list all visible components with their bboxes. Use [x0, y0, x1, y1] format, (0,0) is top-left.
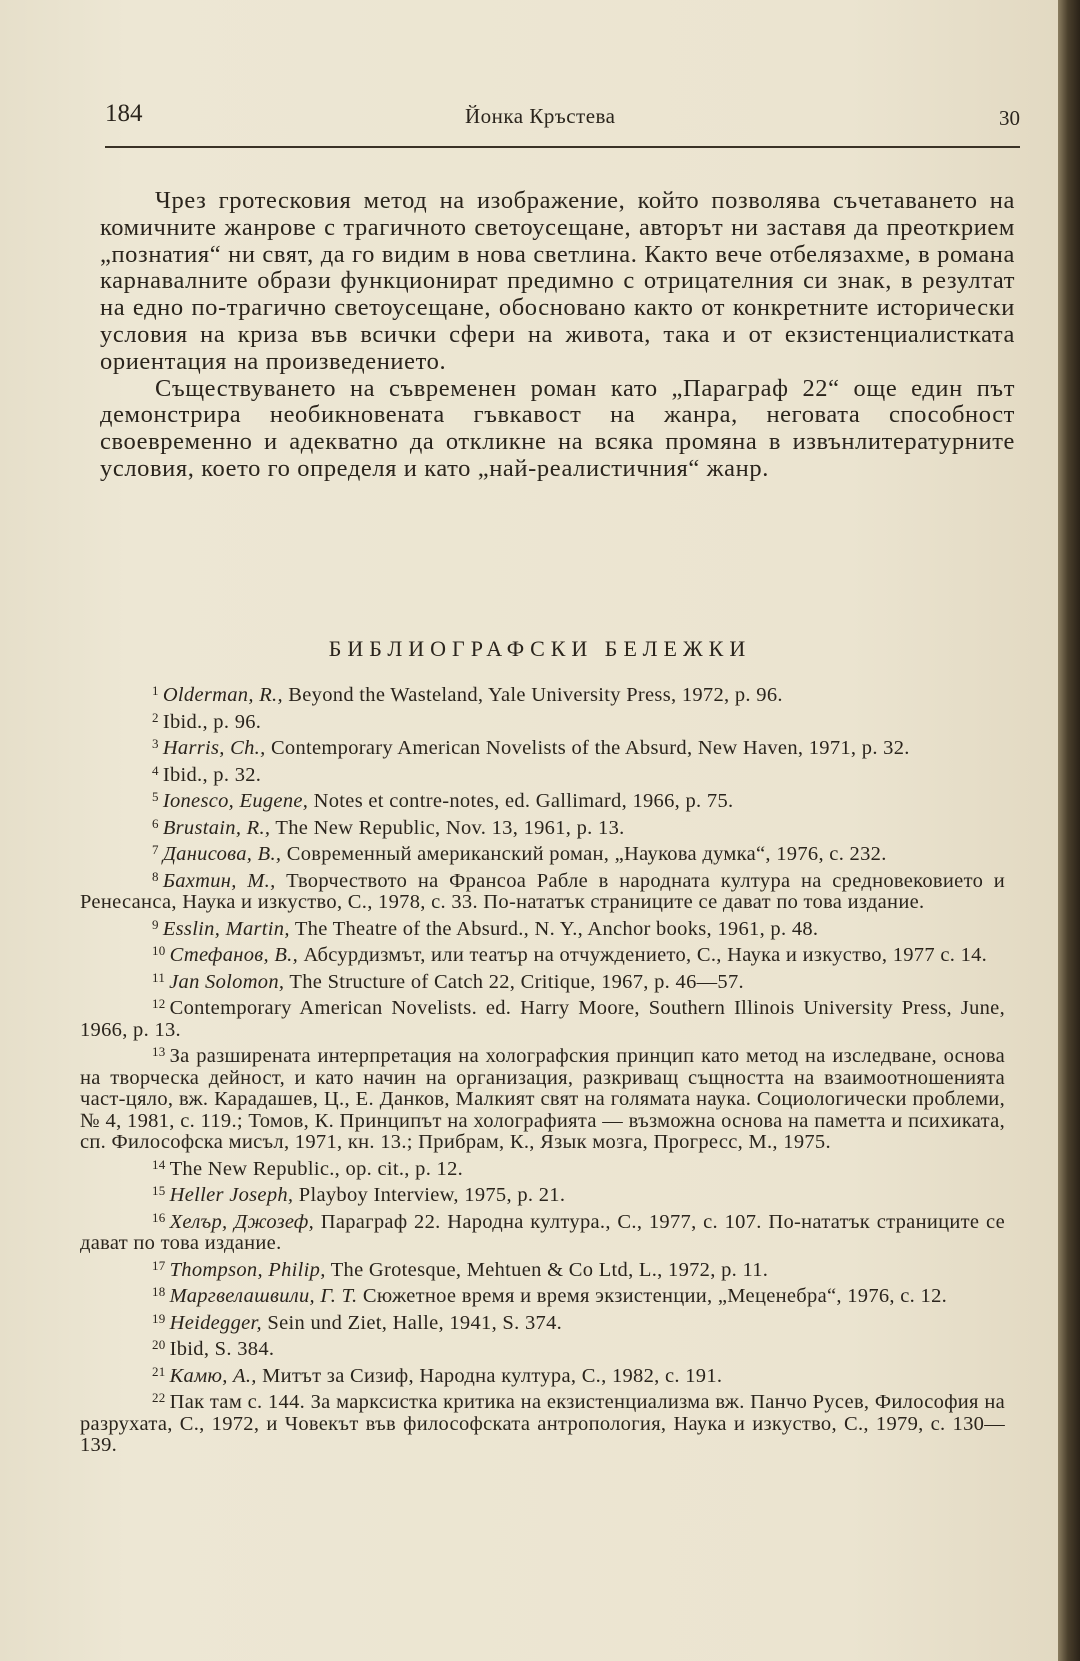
note — [80, 680, 1005, 707]
note-text: Митът за Сизиф, Народна култура, С., 1982, с. 191. — [256, 1364, 723, 1387]
note — [80, 733, 1005, 760]
page-header — [105, 100, 1020, 140]
note — [80, 1281, 1005, 1308]
note — [80, 1308, 1005, 1335]
note-number: 11 — [152, 969, 166, 985]
note-author: Esslin, Martin, — [162, 917, 290, 940]
note-number: 6 — [152, 815, 159, 831]
note — [80, 1361, 1005, 1388]
note-text: Ibid., p. 32. — [162, 763, 262, 786]
note — [80, 914, 1005, 941]
note — [80, 940, 1005, 967]
body-text — [100, 188, 1015, 483]
note — [80, 1207, 1005, 1255]
paragraph: Чрез гротесковия метод на изображение, който позволява съчетаването на комичните жанрове с трагичното светоусещане, авторът ни заставя да преоткрием „познатия“ ни свят, да го видим в нова светлина. Както вече отбелязахме, в романа карнавалните образи функционират предимно с отрицателния си знак, в резултат на едно по-трагично светоусещане, обосновано както от конкретните исторически условия на криза във всички сфери на живота, така и от екзистенциалистката ориентация на произведението. — [100, 187, 1015, 375]
note-author: Olderman, R., — [162, 684, 283, 706]
note-text: The Theatre of the Absurd., N. Y., Anchor books, 1961, p. 48. — [289, 917, 819, 940]
note — [80, 1334, 1005, 1361]
note — [80, 866, 1005, 914]
bibliography-heading: БИБЛИОГРАФСКИ БЕЛЕЖКИ — [328, 636, 752, 661]
note-author: Jan Solomon, — [169, 970, 285, 993]
note — [80, 993, 1005, 1041]
note-text: За разширената интерпретация на холографския принцип като метод на изследване, основа на творческа дейност, и като начин на организация, разкриващ същността на взаимоотношенията част-цяло, вж. Карадашев, Ц., Е. Данков, Малкият свят на голямата наука. Социологически проблеми, № 4, 1981, с. 119.; Томов, К. Принципът на холографията — възможна основа на паметта и психиката, сп. Философска мисъл, 1971, кн. 13.; Прибрам, К., Язык мозга, Прогресс, М., 1975. — [80, 1045, 1005, 1153]
note-text: Сюжетное время и время экзистенции, „Меценебра“, 1976, с. 12. — [357, 1285, 948, 1307]
note-text: Sein und Ziet, Halle, 1941, S. 374. — [262, 1311, 563, 1334]
note-author: Маргвелашвили, Г. Т. — [169, 1285, 358, 1307]
note-number: 9 — [152, 916, 159, 932]
note-text: Ibid, S. 384. — [169, 1338, 275, 1360]
note-text: Творчеството на Франсоа Рабле в народната култура на средновековието и Ренесанса, Наука и изкуство, С., 1978, с. 33. По-нататък страниците се дават по това издание. — [80, 869, 1006, 913]
note-number: 12 — [152, 996, 166, 1011]
note — [80, 786, 1005, 813]
note-author: Данисова, В., — [162, 843, 282, 865]
note-text: Contemporary American Novelists of the Absurd, New Haven, 1971, p. 32. — [265, 737, 910, 759]
note-text: Beyond the Wasteland, Yale University Press, 1972, p. 96. — [282, 684, 783, 706]
paragraph: Съществуването на съвременен роман като „Параграф 22“ още един път демонстрира необикновената гъвкавост на жанра, неговата способност своевременно и адекватно да откликне на всяка промяна в извънлитературните условия, което го определя и като „най-реалистичния“ жанр. — [100, 374, 1015, 482]
note — [80, 1255, 1005, 1282]
note-text: Пак там с. 144. За марксистка критика на екзистенциализма вж. Панчо Русев, Философия на разрухата, С., 1972, и Човекът във философската антропология, Наука и изкуство, С., 1979, с. 130—139. — [80, 1391, 1005, 1456]
bibliography-notes — [80, 680, 1005, 1457]
note-text: The New Republic, Nov. 13, 1961, p. 13. — [270, 816, 625, 839]
note-author: Harris, Ch., — [162, 737, 266, 759]
note-number: 19 — [152, 1310, 166, 1326]
note-author: Хелър, Джозеф, — [169, 1210, 315, 1233]
note-text: Параграф 22. Народна култура., С., 1977, с. 107. По-нататък страниците се дават по това издание. — [80, 1210, 1005, 1254]
note-number: 7 — [152, 842, 159, 857]
note — [80, 839, 1005, 866]
note-text: The Grotesque, Mehtuen & Co Ltd, L., 1972, p. 11. — [325, 1258, 769, 1281]
note-number: 15 — [152, 1183, 166, 1198]
note-text: Ibid., p. 96. — [162, 710, 262, 733]
note — [80, 813, 1005, 840]
note-number: 5 — [152, 789, 159, 804]
note-number: 2 — [152, 709, 159, 725]
note-number: 8 — [152, 868, 159, 884]
note-text: Современный американский роман, „Наукова думка“, 1976, с. 232. — [281, 843, 887, 865]
note-text: Contemporary American Novelists. ed. Harry Moore, Southern Illinois University Press, June, 1966, p. 13. — [80, 997, 1005, 1041]
note — [80, 1154, 1005, 1181]
note-author: Ionesco, Eugene, — [162, 790, 309, 812]
note-author: Thompson, Philip, — [169, 1258, 326, 1281]
note-number: 16 — [152, 1209, 166, 1225]
note-text: Notes et contre-notes, ed. Gallimard, 1966, p. 75. — [308, 790, 734, 812]
note — [80, 1180, 1005, 1207]
note — [80, 967, 1005, 994]
note-author: Heller Joseph, — [169, 1184, 294, 1206]
note — [80, 1041, 1005, 1154]
note-text: The New Republic., op. cit., p. 12. — [169, 1157, 464, 1180]
chapter-number: 30 — [999, 106, 1020, 130]
note-author: Стефанов, В., — [169, 944, 299, 966]
note — [80, 1387, 1005, 1457]
note — [80, 760, 1005, 787]
note-author: Heidegger, — [169, 1311, 262, 1334]
note-number: 10 — [152, 943, 166, 958]
header-rule — [105, 146, 1020, 148]
note-text: Playboy Interview, 1975, p. 21. — [293, 1184, 566, 1206]
note — [80, 707, 1005, 734]
page-number: 184 — [105, 100, 143, 127]
note-number: 17 — [152, 1257, 166, 1273]
running-title: Йонка Кръстева — [465, 104, 616, 128]
note-number: 1 — [152, 683, 159, 698]
note-number: 14 — [152, 1156, 166, 1172]
note-number: 21 — [152, 1363, 166, 1379]
note-number: 18 — [152, 1284, 166, 1299]
note-number: 20 — [152, 1337, 166, 1352]
book-spine-edge — [1058, 0, 1080, 1661]
note-author: Бахтин, М., — [162, 869, 276, 892]
note-number: 13 — [152, 1044, 166, 1059]
note-text: The Structure of Catch 22, Critique, 1967, p. 46—57. — [284, 970, 744, 993]
note-text: Абсурдизмът, или театър на отчуждението, С., Наука и изкуство, 1977 с. 14. — [298, 944, 988, 966]
note-author: Камю, А., — [169, 1364, 257, 1387]
note-number: 22 — [152, 1390, 166, 1405]
note-number: 3 — [152, 736, 159, 751]
note-author: Brustain, R., — [162, 816, 271, 839]
note-number: 4 — [152, 762, 159, 778]
